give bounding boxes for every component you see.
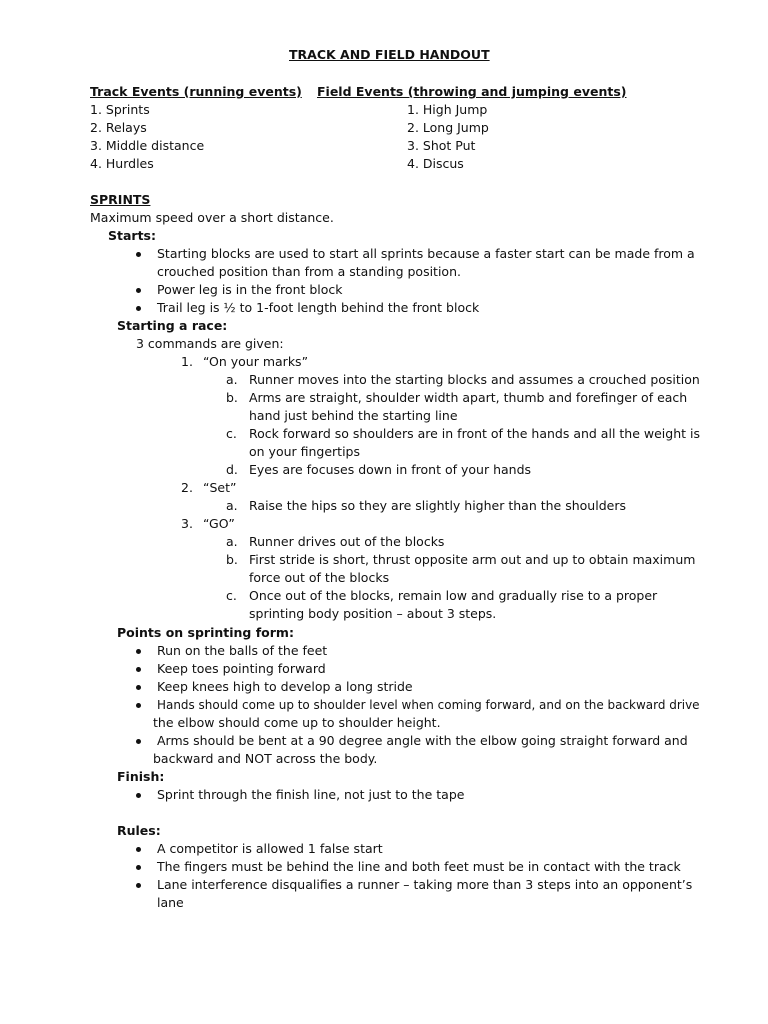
command-number: 2.	[181, 480, 193, 495]
list-item: Keep knees high to develop a long stride	[157, 679, 413, 694]
step-text: Once out of the blocks, remain low and gradually rise to a proper	[249, 588, 658, 603]
step-letter: c.	[226, 588, 237, 603]
step-letter: d.	[226, 462, 238, 477]
bullet-icon	[136, 685, 141, 690]
step-text: Rock forward so shoulders are in front of the hands and all the weight is	[249, 426, 700, 441]
step-text: Raise the hips so they are slightly higher than the shoulders	[249, 498, 626, 513]
bullet-icon	[136, 793, 141, 798]
command-number: 3.	[181, 516, 193, 531]
bullet-icon	[136, 847, 141, 852]
command-label: “Set”	[203, 480, 237, 495]
bullet-icon	[136, 667, 141, 672]
list-item-continuation: lane	[157, 895, 184, 910]
page-title: TRACK AND FIELD HANDOUT	[289, 47, 490, 62]
finish-heading: Finish:	[117, 769, 165, 784]
field-event-item: 3. Shot Put	[407, 138, 476, 153]
list-item: The fingers must be behind the line and both feet must be in contact with the track	[157, 859, 681, 874]
list-item-continuation: the elbow should come up to shoulder height.	[153, 715, 441, 730]
sprints-heading: SPRINTS	[90, 192, 151, 207]
list-item: Hands should come up to shoulder level when coming forward, and on the backward drive	[157, 698, 700, 712]
step-text-continuation: hand just behind the starting line	[249, 408, 458, 423]
step-letter: a.	[226, 534, 238, 549]
track-event-item: 2. Relays	[90, 120, 147, 135]
step-text: Runner moves into the starting blocks and assumes a crouched position	[249, 372, 700, 387]
sprints-intro: Maximum speed over a short distance.	[90, 210, 334, 225]
bullet-icon	[136, 306, 141, 311]
list-item: Trail leg is ½ to 1-foot length behind the front block	[157, 300, 480, 315]
step-letter: a.	[226, 498, 238, 513]
command-label: “On your marks”	[203, 354, 309, 369]
list-item: Power leg is in the front block	[157, 282, 343, 297]
step-text-continuation: force out of the blocks	[249, 570, 390, 585]
step-text-continuation: on your fingertips	[249, 444, 361, 459]
command-label: “GO”	[203, 516, 235, 531]
field-event-item: 1. High Jump	[407, 102, 488, 117]
step-letter: b.	[226, 390, 238, 405]
starting-a-race-heading: Starting a race:	[117, 318, 228, 333]
bullet-icon	[136, 883, 141, 888]
list-item-continuation: crouched position than from a standing position.	[157, 264, 461, 279]
step-text: Eyes are focuses down in front of your hands	[249, 462, 532, 477]
track-event-item: 3. Middle distance	[90, 138, 205, 153]
commands-intro: 3 commands are given:	[136, 336, 284, 351]
step-text: Runner drives out of the blocks	[249, 534, 445, 549]
command-number: 1.	[181, 354, 193, 369]
field-event-item: 4. Discus	[407, 156, 464, 171]
list-item: Arms should be bent at a 90 degree angle with the elbow going straight forward and	[157, 733, 688, 748]
bullet-icon	[136, 288, 141, 293]
bullet-icon	[136, 703, 141, 708]
starts-heading: Starts:	[108, 228, 156, 243]
bullet-icon	[136, 739, 141, 744]
list-item: Lane interference disqualifies a runner – taking more than 3 steps into an opponent’s	[157, 877, 693, 892]
list-item: Sprint through the finish line, not just to the tape	[157, 787, 465, 802]
rules-heading: Rules:	[117, 823, 161, 838]
field-event-item: 2. Long Jump	[407, 120, 489, 135]
bullet-icon	[136, 649, 141, 654]
field-events-heading: Field Events (throwing and jumping events)	[317, 84, 627, 99]
track-events-heading: Track Events (running events)	[90, 84, 302, 99]
step-text: First stride is short, thrust opposite arm out and up to obtain maximum	[249, 552, 696, 567]
list-item: Starting blocks are used to start all sprints because a faster start can be made from a	[157, 246, 695, 261]
list-item: Run on the balls of the feet	[157, 643, 328, 658]
list-item-continuation: backward and NOT across the body.	[153, 751, 378, 766]
step-text: Arms are straight, shoulder width apart, thumb and forefinger of each	[249, 390, 688, 405]
step-text-continuation: sprinting body position – about 3 steps.	[249, 606, 497, 621]
track-event-item: 1. Sprints	[90, 102, 150, 117]
list-item: Keep toes pointing forward	[157, 661, 326, 676]
step-letter: a.	[226, 372, 238, 387]
list-item: A competitor is allowed 1 false start	[157, 841, 383, 856]
step-letter: c.	[226, 426, 237, 441]
bullet-icon	[136, 252, 141, 257]
step-letter: b.	[226, 552, 238, 567]
bullet-icon	[136, 865, 141, 870]
track-event-item: 4. Hurdles	[90, 156, 154, 171]
sprinting-form-heading: Points on sprinting form:	[117, 625, 294, 640]
